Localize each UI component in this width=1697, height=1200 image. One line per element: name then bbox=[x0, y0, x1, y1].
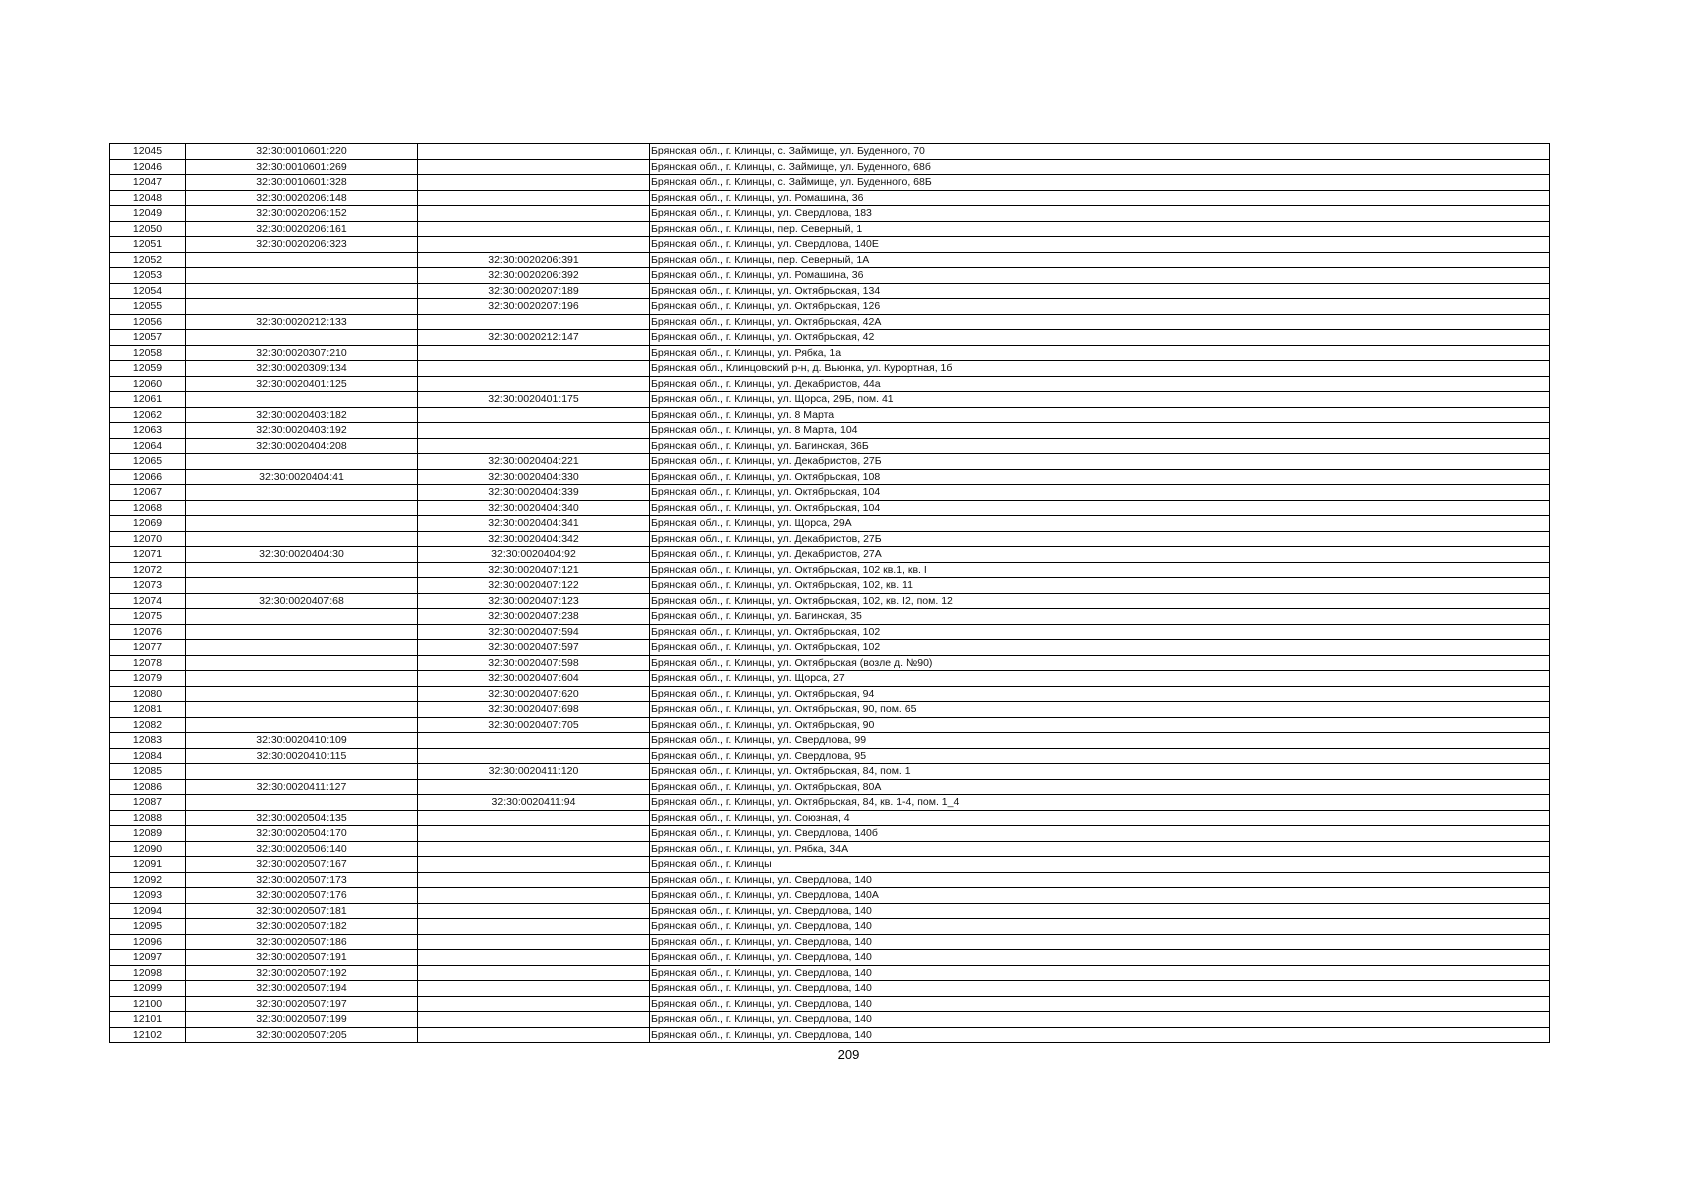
table-row bbox=[110, 764, 1550, 780]
cadastral-number-cell: 32:30:0010601:220 bbox=[186, 144, 418, 160]
cadastral-number-cell bbox=[186, 702, 418, 718]
row-number-cell: 12051 bbox=[110, 237, 186, 253]
cadastral-number-cell: 32:30:0020206:323 bbox=[186, 237, 418, 253]
row-number-cell: 12076 bbox=[110, 624, 186, 640]
table-row bbox=[110, 392, 1550, 408]
cadastral-number-cell: 32:30:0020507:199 bbox=[186, 1012, 418, 1028]
table-row bbox=[110, 547, 1550, 563]
cadastral-number-cell bbox=[186, 655, 418, 671]
address-cell: Брянская обл., г. Клинцы, ул. Октябрьская, 42А bbox=[650, 314, 1550, 330]
secondary-cadastral-number-cell: 32:30:0020407:604 bbox=[418, 671, 650, 687]
secondary-cadastral-number-cell: 32:30:0020407:121 bbox=[418, 562, 650, 578]
row-number-cell: 12102 bbox=[110, 1027, 186, 1043]
cadastral-number-cell bbox=[186, 454, 418, 470]
page-number: 209 bbox=[837, 1047, 860, 1062]
secondary-cadastral-number-cell: 32:30:0020407:620 bbox=[418, 686, 650, 702]
row-number-cell: 12082 bbox=[110, 717, 186, 733]
table-row bbox=[110, 640, 1550, 656]
address-cell: Брянская обл., г. Клинцы, ул. Багинская, 35 bbox=[650, 609, 1550, 625]
address-cell: Брянская обл., г. Клинцы, ул. Свердлова, 140 bbox=[650, 965, 1550, 981]
property-registry-table bbox=[109, 143, 1550, 1043]
secondary-cadastral-number-cell bbox=[418, 903, 650, 919]
address-cell: Брянская обл., г. Клинцы, ул. Щорса, 29А bbox=[650, 516, 1550, 532]
address-cell: Брянская обл., г. Клинцы, ул. Свердлова, 140 bbox=[650, 919, 1550, 935]
secondary-cadastral-number-cell: 32:30:0020407:238 bbox=[418, 609, 650, 625]
address-cell: Брянская обл., г. Клинцы, ул. 8 Марта bbox=[650, 407, 1550, 423]
row-number-cell: 12074 bbox=[110, 593, 186, 609]
row-number-cell: 12058 bbox=[110, 345, 186, 361]
table-row bbox=[110, 175, 1550, 191]
table-row bbox=[110, 872, 1550, 888]
cadastral-number-cell bbox=[186, 500, 418, 516]
row-number-cell: 12056 bbox=[110, 314, 186, 330]
table-row bbox=[110, 423, 1550, 439]
address-cell: Брянская обл., г. Клинцы, ул. Октябрьская, 102, кв. I2, пом. 12 bbox=[650, 593, 1550, 609]
cadastral-number-cell: 32:30:0020504:135 bbox=[186, 810, 418, 826]
table-row bbox=[110, 578, 1550, 594]
row-number-cell: 12059 bbox=[110, 361, 186, 377]
row-number-cell: 12096 bbox=[110, 934, 186, 950]
address-cell: Брянская обл., г. Клинцы, ул. Октябрьская, 90, пом. 65 bbox=[650, 702, 1550, 718]
secondary-cadastral-number-cell: 32:30:0020411:94 bbox=[418, 795, 650, 811]
table-row bbox=[110, 795, 1550, 811]
secondary-cadastral-number-cell bbox=[418, 423, 650, 439]
secondary-cadastral-number-cell bbox=[418, 996, 650, 1012]
secondary-cadastral-number-cell bbox=[418, 841, 650, 857]
address-cell: Брянская обл., г. Клинцы, ул. Рябка, 1а bbox=[650, 345, 1550, 361]
address-cell: Брянская обл., г. Клинцы, ул. Щорса, 27 bbox=[650, 671, 1550, 687]
address-cell: Брянская обл., г. Клинцы, ул. Свердлова, 140 bbox=[650, 903, 1550, 919]
secondary-cadastral-number-cell bbox=[418, 438, 650, 454]
row-number-cell: 12068 bbox=[110, 500, 186, 516]
address-cell: Брянская обл., г. Клинцы, ул. Свердлова, 140 bbox=[650, 981, 1550, 997]
cadastral-number-cell bbox=[186, 671, 418, 687]
secondary-cadastral-number-cell: 32:30:0020407:705 bbox=[418, 717, 650, 733]
row-number-cell: 12052 bbox=[110, 252, 186, 268]
cadastral-number-cell: 32:30:0020307:210 bbox=[186, 345, 418, 361]
table-row bbox=[110, 826, 1550, 842]
secondary-cadastral-number-cell bbox=[418, 950, 650, 966]
row-number-cell: 12081 bbox=[110, 702, 186, 718]
secondary-cadastral-number-cell bbox=[418, 810, 650, 826]
table-row bbox=[110, 252, 1550, 268]
table-row bbox=[110, 1012, 1550, 1028]
table-row bbox=[110, 283, 1550, 299]
cadastral-number-cell: 32:30:0020411:127 bbox=[186, 779, 418, 795]
secondary-cadastral-number-cell: 32:30:0020407:122 bbox=[418, 578, 650, 594]
row-number-cell: 12069 bbox=[110, 516, 186, 532]
cadastral-number-cell bbox=[186, 516, 418, 532]
table-row bbox=[110, 841, 1550, 857]
address-cell: Брянская обл., Клинцовский р-н, д. Вьюнка, ул. Курортная, 1б bbox=[650, 361, 1550, 377]
secondary-cadastral-number-cell: 32:30:0020407:698 bbox=[418, 702, 650, 718]
table-row bbox=[110, 562, 1550, 578]
address-cell: Брянская обл., г. Клинцы, ул. Свердлова, 140 bbox=[650, 1027, 1550, 1043]
address-cell: Брянская обл., г. Клинцы, пер. Северный, 1А bbox=[650, 252, 1550, 268]
cadastral-number-cell: 32:30:0020309:134 bbox=[186, 361, 418, 377]
cadastral-number-cell bbox=[186, 485, 418, 501]
secondary-cadastral-number-cell: 32:30:0020206:392 bbox=[418, 268, 650, 284]
row-number-cell: 12085 bbox=[110, 764, 186, 780]
table-row bbox=[110, 531, 1550, 547]
table-row bbox=[110, 500, 1550, 516]
address-cell: Брянская обл., г. Клинцы, ул. Свердлова, 140 bbox=[650, 934, 1550, 950]
cadastral-number-cell: 32:30:0020504:170 bbox=[186, 826, 418, 842]
secondary-cadastral-number-cell: 32:30:0020404:221 bbox=[418, 454, 650, 470]
row-number-cell: 12066 bbox=[110, 469, 186, 485]
cadastral-number-cell bbox=[186, 330, 418, 346]
address-cell: Брянская обл., г. Клинцы, ул. Октябрьская, 94 bbox=[650, 686, 1550, 702]
secondary-cadastral-number-cell bbox=[418, 965, 650, 981]
address-cell: Брянская обл., г. Клинцы, ул. Октябрьская, 42 bbox=[650, 330, 1550, 346]
registry-table-body bbox=[110, 144, 1550, 1043]
cadastral-number-cell bbox=[186, 283, 418, 299]
table-row bbox=[110, 919, 1550, 935]
table-row bbox=[110, 733, 1550, 749]
row-number-cell: 12054 bbox=[110, 283, 186, 299]
table-row bbox=[110, 206, 1550, 222]
table-row bbox=[110, 624, 1550, 640]
address-cell: Брянская обл., г. Клинцы, ул. Ромашина, 36 bbox=[650, 268, 1550, 284]
address-cell: Брянская обл., г. Клинцы, ул. Свердлова, 183 bbox=[650, 206, 1550, 222]
row-number-cell: 12100 bbox=[110, 996, 186, 1012]
secondary-cadastral-number-cell: 32:30:0020407:597 bbox=[418, 640, 650, 656]
address-cell: Брянская обл., г. Клинцы, ул. Рябка, 34А bbox=[650, 841, 1550, 857]
row-number-cell: 12045 bbox=[110, 144, 186, 160]
cadastral-number-cell bbox=[186, 640, 418, 656]
address-cell: Брянская обл., г. Клинцы, ул. Декабристов, 27А bbox=[650, 547, 1550, 563]
cadastral-number-cell: 32:30:0020507:176 bbox=[186, 888, 418, 904]
address-cell: Брянская обл., г. Клинцы, ул. Октябрьская, 84, кв. 1-4, пом. 1_4 bbox=[650, 795, 1550, 811]
address-cell: Брянская обл., г. Клинцы, ул. Октябрьская, 84, пом. 1 bbox=[650, 764, 1550, 780]
secondary-cadastral-number-cell bbox=[418, 826, 650, 842]
secondary-cadastral-number-cell bbox=[418, 1012, 650, 1028]
secondary-cadastral-number-cell bbox=[418, 345, 650, 361]
table-row bbox=[110, 268, 1550, 284]
cadastral-number-cell: 32:30:0020404:208 bbox=[186, 438, 418, 454]
row-number-cell: 12062 bbox=[110, 407, 186, 423]
address-cell: Брянская обл., г. Клинцы, ул. Октябрьская, 102 bbox=[650, 624, 1550, 640]
cadastral-number-cell bbox=[186, 299, 418, 315]
secondary-cadastral-number-cell bbox=[418, 857, 650, 873]
secondary-cadastral-number-cell: 32:30:0020404:330 bbox=[418, 469, 650, 485]
address-cell: Брянская обл., г. Клинцы, ул. Октябрьская, 108 bbox=[650, 469, 1550, 485]
cadastral-number-cell: 32:30:0020507:182 bbox=[186, 919, 418, 935]
address-cell: Брянская обл., г. Клинцы, ул. Октябрьская (возле д. №90) bbox=[650, 655, 1550, 671]
row-number-cell: 12055 bbox=[110, 299, 186, 315]
table-row bbox=[110, 190, 1550, 206]
cadastral-number-cell: 32:30:0020507:167 bbox=[186, 857, 418, 873]
cadastral-number-cell: 32:30:0020401:125 bbox=[186, 376, 418, 392]
row-number-cell: 12048 bbox=[110, 190, 186, 206]
secondary-cadastral-number-cell bbox=[418, 376, 650, 392]
secondary-cadastral-number-cell: 32:30:0020404:342 bbox=[418, 531, 650, 547]
table-row bbox=[110, 345, 1550, 361]
row-number-cell: 12101 bbox=[110, 1012, 186, 1028]
cadastral-number-cell: 32:30:0020404:41 bbox=[186, 469, 418, 485]
secondary-cadastral-number-cell bbox=[418, 221, 650, 237]
address-cell: Брянская обл., г. Клинцы, ул. Октябрьская, 102 bbox=[650, 640, 1550, 656]
secondary-cadastral-number-cell bbox=[418, 159, 650, 175]
cadastral-number-cell bbox=[186, 686, 418, 702]
row-number-cell: 12047 bbox=[110, 175, 186, 191]
cadastral-number-cell: 32:30:0020404:30 bbox=[186, 547, 418, 563]
secondary-cadastral-number-cell: 32:30:0020206:391 bbox=[418, 252, 650, 268]
secondary-cadastral-number-cell bbox=[418, 314, 650, 330]
address-cell: Брянская обл., г. Клинцы, с. Займище, ул. Буденного, 68б bbox=[650, 159, 1550, 175]
secondary-cadastral-number-cell: 32:30:0020404:339 bbox=[418, 485, 650, 501]
table-row bbox=[110, 609, 1550, 625]
row-number-cell: 12086 bbox=[110, 779, 186, 795]
row-number-cell: 12075 bbox=[110, 609, 186, 625]
cadastral-number-cell: 32:30:0010601:328 bbox=[186, 175, 418, 191]
cadastral-number-cell: 32:30:0020507:181 bbox=[186, 903, 418, 919]
address-cell: Брянская обл., г. Клинцы, ул. Свердлова, 140Е bbox=[650, 237, 1550, 253]
row-number-cell: 12050 bbox=[110, 221, 186, 237]
cadastral-number-cell bbox=[186, 717, 418, 733]
address-cell: Брянская обл., г. Клинцы, ул. Союзная, 4 bbox=[650, 810, 1550, 826]
address-cell: Брянская обл., г. Клинцы bbox=[650, 857, 1550, 873]
cadastral-number-cell: 32:30:0010601:269 bbox=[186, 159, 418, 175]
row-number-cell: 12079 bbox=[110, 671, 186, 687]
secondary-cadastral-number-cell: 32:30:0020407:598 bbox=[418, 655, 650, 671]
cadastral-number-cell: 32:30:0020507:205 bbox=[186, 1027, 418, 1043]
cadastral-number-cell: 32:30:0020507:194 bbox=[186, 981, 418, 997]
cadastral-number-cell: 32:30:0020507:191 bbox=[186, 950, 418, 966]
address-cell: Брянская обл., г. Клинцы, ул. Октябрьская, 134 bbox=[650, 283, 1550, 299]
address-cell: Брянская обл., г. Клинцы, ул. Декабристов, 27Б bbox=[650, 454, 1550, 470]
address-cell: Брянская обл., г. Клинцы, ул. Свердлова, 99 bbox=[650, 733, 1550, 749]
table-row bbox=[110, 671, 1550, 687]
cadastral-number-cell bbox=[186, 392, 418, 408]
secondary-cadastral-number-cell bbox=[418, 407, 650, 423]
cadastral-number-cell: 32:30:0020410:115 bbox=[186, 748, 418, 764]
table-row bbox=[110, 516, 1550, 532]
cadastral-number-cell: 32:30:0020507:197 bbox=[186, 996, 418, 1012]
table-row bbox=[110, 810, 1550, 826]
cadastral-number-cell: 32:30:0020206:152 bbox=[186, 206, 418, 222]
table-row bbox=[110, 981, 1550, 997]
secondary-cadastral-number-cell: 32:30:0020207:196 bbox=[418, 299, 650, 315]
row-number-cell: 12070 bbox=[110, 531, 186, 547]
row-number-cell: 12073 bbox=[110, 578, 186, 594]
row-number-cell: 12089 bbox=[110, 826, 186, 842]
row-number-cell: 12071 bbox=[110, 547, 186, 563]
cadastral-number-cell: 32:30:0020206:148 bbox=[186, 190, 418, 206]
secondary-cadastral-number-cell: 32:30:0020411:120 bbox=[418, 764, 650, 780]
address-cell: Брянская обл., г. Клинцы, ул. Свердлова, 140 bbox=[650, 950, 1550, 966]
table-row bbox=[110, 221, 1550, 237]
row-number-cell: 12072 bbox=[110, 562, 186, 578]
table-row bbox=[110, 376, 1550, 392]
cadastral-number-cell: 32:30:0020212:133 bbox=[186, 314, 418, 330]
address-cell: Брянская обл., г. Клинцы, ул. Свердлова, 140б bbox=[650, 826, 1550, 842]
table-row bbox=[110, 996, 1550, 1012]
row-number-cell: 12077 bbox=[110, 640, 186, 656]
row-number-cell: 12087 bbox=[110, 795, 186, 811]
row-number-cell: 12095 bbox=[110, 919, 186, 935]
table-row bbox=[110, 779, 1550, 795]
secondary-cadastral-number-cell bbox=[418, 206, 650, 222]
row-number-cell: 12049 bbox=[110, 206, 186, 222]
table-row bbox=[110, 857, 1550, 873]
row-number-cell: 12097 bbox=[110, 950, 186, 966]
secondary-cadastral-number-cell bbox=[418, 919, 650, 935]
table-row bbox=[110, 330, 1550, 346]
address-cell: Брянская обл., г. Клинцы, ул. Свердлова, 140 bbox=[650, 1012, 1550, 1028]
table-row bbox=[110, 1027, 1550, 1043]
cadastral-number-cell: 32:30:0020507:192 bbox=[186, 965, 418, 981]
table-row bbox=[110, 888, 1550, 904]
row-number-cell: 12098 bbox=[110, 965, 186, 981]
address-cell: Брянская обл., г. Клинцы, ул. Щорса, 29Б, пом. 41 bbox=[650, 392, 1550, 408]
secondary-cadastral-number-cell: 32:30:0020401:175 bbox=[418, 392, 650, 408]
secondary-cadastral-number-cell: 32:30:0020407:123 bbox=[418, 593, 650, 609]
table-row bbox=[110, 314, 1550, 330]
table-row bbox=[110, 965, 1550, 981]
cadastral-number-cell: 32:30:0020403:182 bbox=[186, 407, 418, 423]
cadastral-number-cell: 32:30:0020407:68 bbox=[186, 593, 418, 609]
table-row bbox=[110, 454, 1550, 470]
address-cell: Брянская обл., г. Клинцы, ул. Октябрьская, 104 bbox=[650, 485, 1550, 501]
table-row bbox=[110, 655, 1550, 671]
table-row bbox=[110, 361, 1550, 377]
table-row bbox=[110, 237, 1550, 253]
secondary-cadastral-number-cell bbox=[418, 175, 650, 191]
address-cell: Брянская обл., г. Клинцы, ул. Свердлова, 140 bbox=[650, 872, 1550, 888]
row-number-cell: 12080 bbox=[110, 686, 186, 702]
table-row bbox=[110, 299, 1550, 315]
cadastral-number-cell bbox=[186, 795, 418, 811]
table-row bbox=[110, 469, 1550, 485]
table-row bbox=[110, 159, 1550, 175]
address-cell: Брянская обл., г. Клинцы, ул. Ромашина, 36 bbox=[650, 190, 1550, 206]
secondary-cadastral-number-cell bbox=[418, 144, 650, 160]
row-number-cell: 12091 bbox=[110, 857, 186, 873]
table-row bbox=[110, 407, 1550, 423]
secondary-cadastral-number-cell bbox=[418, 934, 650, 950]
row-number-cell: 12067 bbox=[110, 485, 186, 501]
row-number-cell: 12053 bbox=[110, 268, 186, 284]
secondary-cadastral-number-cell bbox=[418, 733, 650, 749]
table-row bbox=[110, 903, 1550, 919]
address-cell: Брянская обл., г. Клинцы, ул. Багинская, 36Б bbox=[650, 438, 1550, 454]
address-cell: Брянская обл., г. Клинцы, ул. 8 Марта, 104 bbox=[650, 423, 1550, 439]
table-row bbox=[110, 438, 1550, 454]
secondary-cadastral-number-cell bbox=[418, 981, 650, 997]
cadastral-number-cell: 32:30:0020507:173 bbox=[186, 872, 418, 888]
table-row bbox=[110, 934, 1550, 950]
row-number-cell: 12061 bbox=[110, 392, 186, 408]
address-cell: Брянская обл., г. Клинцы, пер. Северный, 1 bbox=[650, 221, 1550, 237]
cadastral-number-cell bbox=[186, 252, 418, 268]
secondary-cadastral-number-cell: 32:30:0020407:594 bbox=[418, 624, 650, 640]
address-cell: Брянская обл., г. Клинцы, ул. Свердлова, 140А bbox=[650, 888, 1550, 904]
table-row bbox=[110, 748, 1550, 764]
row-number-cell: 12064 bbox=[110, 438, 186, 454]
secondary-cadastral-number-cell: 32:30:0020404:92 bbox=[418, 547, 650, 563]
row-number-cell: 12093 bbox=[110, 888, 186, 904]
cadastral-number-cell bbox=[186, 562, 418, 578]
secondary-cadastral-number-cell bbox=[418, 779, 650, 795]
table-row bbox=[110, 144, 1550, 160]
table-row bbox=[110, 485, 1550, 501]
row-number-cell: 12057 bbox=[110, 330, 186, 346]
secondary-cadastral-number-cell bbox=[418, 872, 650, 888]
secondary-cadastral-number-cell bbox=[418, 361, 650, 377]
address-cell: Брянская обл., г. Клинцы, ул. Октябрьская, 90 bbox=[650, 717, 1550, 733]
row-number-cell: 12090 bbox=[110, 841, 186, 857]
row-number-cell: 12065 bbox=[110, 454, 186, 470]
row-number-cell: 12088 bbox=[110, 810, 186, 826]
cadastral-number-cell bbox=[186, 578, 418, 594]
row-number-cell: 12083 bbox=[110, 733, 186, 749]
row-number-cell: 12063 bbox=[110, 423, 186, 439]
row-number-cell: 12084 bbox=[110, 748, 186, 764]
cadastral-number-cell: 32:30:0020403:192 bbox=[186, 423, 418, 439]
cadastral-number-cell bbox=[186, 609, 418, 625]
address-cell: Брянская обл., г. Клинцы, с. Займище, ул. Буденного, 68Б bbox=[650, 175, 1550, 191]
row-number-cell: 12092 bbox=[110, 872, 186, 888]
secondary-cadastral-number-cell bbox=[418, 748, 650, 764]
address-cell: Брянская обл., г. Клинцы, ул. Декабристов, 27Б bbox=[650, 531, 1550, 547]
address-cell: Брянская обл., г. Клинцы, с. Займище, ул. Буденного, 70 bbox=[650, 144, 1550, 160]
table-row bbox=[110, 686, 1550, 702]
secondary-cadastral-number-cell bbox=[418, 888, 650, 904]
secondary-cadastral-number-cell: 32:30:0020212:147 bbox=[418, 330, 650, 346]
row-number-cell: 12094 bbox=[110, 903, 186, 919]
cadastral-number-cell bbox=[186, 624, 418, 640]
cadastral-number-cell bbox=[186, 764, 418, 780]
cadastral-number-cell: 32:30:0020507:186 bbox=[186, 934, 418, 950]
secondary-cadastral-number-cell: 32:30:0020404:340 bbox=[418, 500, 650, 516]
address-cell: Брянская обл., г. Клинцы, ул. Свердлова, 140 bbox=[650, 996, 1550, 1012]
secondary-cadastral-number-cell: 32:30:0020404:341 bbox=[418, 516, 650, 532]
table-row bbox=[110, 717, 1550, 733]
secondary-cadastral-number-cell bbox=[418, 1027, 650, 1043]
row-number-cell: 12078 bbox=[110, 655, 186, 671]
row-number-cell: 12046 bbox=[110, 159, 186, 175]
cadastral-number-cell: 32:30:0020206:161 bbox=[186, 221, 418, 237]
table-row bbox=[110, 702, 1550, 718]
cadastral-number-cell: 32:30:0020410:109 bbox=[186, 733, 418, 749]
address-cell: Брянская обл., г. Клинцы, ул. Октябрьская, 102 кв.1, кв. I bbox=[650, 562, 1550, 578]
address-cell: Брянская обл., г. Клинцы, ул. Свердлова, 95 bbox=[650, 748, 1550, 764]
secondary-cadastral-number-cell bbox=[418, 190, 650, 206]
secondary-cadastral-number-cell bbox=[418, 237, 650, 253]
address-cell: Брянская обл., г. Клинцы, ул. Октябрьская, 80А bbox=[650, 779, 1550, 795]
row-number-cell: 12099 bbox=[110, 981, 186, 997]
address-cell: Брянская обл., г. Клинцы, ул. Октябрьская, 126 bbox=[650, 299, 1550, 315]
address-cell: Брянская обл., г. Клинцы, ул. Декабристов, 44а bbox=[650, 376, 1550, 392]
cadastral-number-cell: 32:30:0020506:140 bbox=[186, 841, 418, 857]
address-cell: Брянская обл., г. Клинцы, ул. Октябрьская, 102, кв. 11 bbox=[650, 578, 1550, 594]
table-row bbox=[110, 950, 1550, 966]
secondary-cadastral-number-cell: 32:30:0020207:189 bbox=[418, 283, 650, 299]
cadastral-number-cell bbox=[186, 531, 418, 547]
cadastral-number-cell bbox=[186, 268, 418, 284]
address-cell: Брянская обл., г. Клинцы, ул. Октябрьская, 104 bbox=[650, 500, 1550, 516]
table-row bbox=[110, 593, 1550, 609]
row-number-cell: 12060 bbox=[110, 376, 186, 392]
